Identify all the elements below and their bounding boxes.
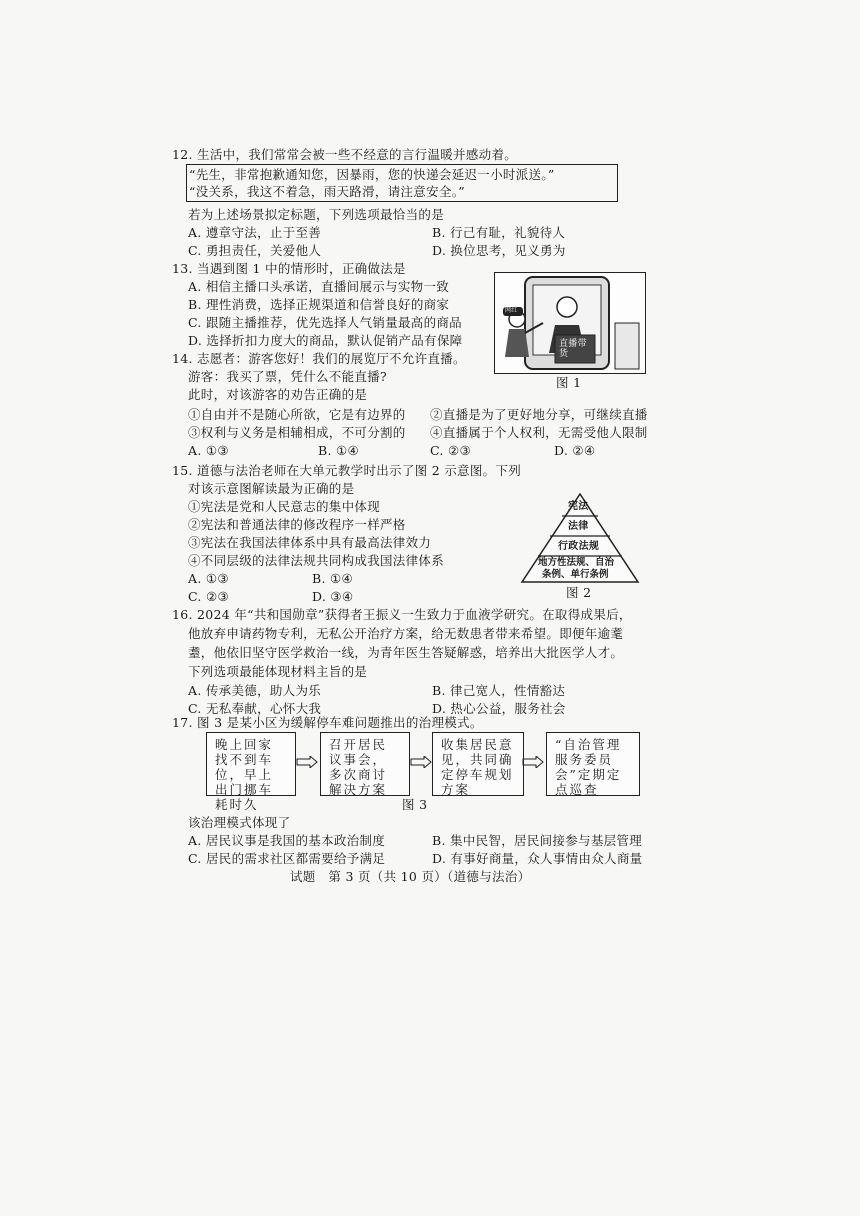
figure-2-pyramid [520,492,640,584]
q15-option-c: C. ②③ [188,589,229,604]
q12-option-a: A. 遵章守法，止于至善 [188,225,322,240]
figure-3-caption: 图 3 [402,797,428,812]
q12-dialog-box [186,164,618,202]
flow-step-2-text: 召开居民议事会，多次商讨解决方案 [329,737,388,797]
figure-1-cartoon [494,272,646,374]
q16-line1: 16. 2024 年“共和国勋章”获得者王振义一生致力于血液学研究。在取得成果后， [172,607,632,622]
q15-item2: ②宪法和普通法律的修改程序一样严格 [188,517,406,532]
q13-option-d: D. 选择折扣力度大的商品，默认促销产品有保障 [188,333,463,348]
q14-item1: ①自由并不是随心所欲，它是有边界的 [188,407,406,422]
q12-dialog-line1: “先生，非常抱歉通知您，因暴雨，您的快递会延迟一小时派送。” [189,167,555,182]
figure-1-label-b: 直播带货 [559,339,587,359]
q12-option-b: B. 行己有耻，礼貌待人 [432,225,566,240]
pyramid-level-1: 宪法 [568,501,589,512]
figure-1-label-a: 网红 [505,307,518,314]
flow-step-3 [432,732,524,796]
q14-line3: 此时，对该游客的劝告正确的是 [188,387,368,402]
flow-step-4-text: “自治管理服务委员会”定期定点巡查 [555,737,622,797]
q15-line2: 对该示意图解读最为正确的是 [188,481,355,496]
q17-option-b: B. 集中民智，居民间接参与基层管理 [432,833,643,848]
q17-stem: 17. 图 3 是某小区为缓解停车难问题推出的治理模式。 [172,715,483,730]
q13-option-a: A. 相信主播口头承诺，直播间展示与实物一致 [188,279,450,294]
q16-line2: 他放弃申请药物专利，无私公开治疗方案，给无数患者带来希望。即便年逾耄 [188,626,624,641]
q15-item4: ④不同层级的法律法规共同构成我国法律体系 [188,553,445,568]
q17-option-d: D. 有事好商量，众人事情由众人商量 [432,851,643,866]
flow-step-1-text: 晚上回家找不到车位，早上出门挪车耗时久 [215,737,274,812]
q16-option-d: D. 热心公益，服务社会 [432,701,566,716]
page-footer: 试题 第 3 页（共 10 页）（道德与法治） [290,869,531,884]
figure-2-caption: 图 2 [566,585,592,600]
flow-step-1 [206,732,296,812]
q14-line2: 游客：我买了票，凭什么不能直播? [188,369,388,384]
q15-option-a: A. ①③ [188,571,229,586]
q12-stem: 12. 生活中，我们常常会被一些不经意的言行温暖并感动着。 [172,147,518,162]
q16-option-a: A. 传承美德，助人为乐 [188,683,322,698]
q15-line1: 15. 道德与法治老师在大单元教学时出示了图 2 示意图。下列 [172,463,522,478]
q16-line3: 耋，他依旧坚守医学救治一线，为青年医生答疑解惑，培养出大批医学人才。 [188,645,624,660]
q17-option-a: A. 居民议事是我国的基本政治制度 [188,833,386,848]
q15-option-d: D. ③④ [312,589,354,604]
q12-option-c: C. 勇担责任，关爱他人 [188,243,322,258]
q13-option-b: B. 理性消费，选择正规渠道和信誉良好的商家 [188,297,450,312]
q13-option-c: C. 跟随主播推荐，优先选择人气销量最高的商品 [188,315,462,330]
q13-stem: 13. 当遇到图 1 中的情形时，正确做法是 [172,261,406,276]
q14-item2: ②直播是为了更好地分享，可继续直播 [430,407,648,422]
q12-question: 若为上述场景拟定标题，下列选项最恰当的是 [188,207,445,222]
flow-step-3-text: 收集居民意见，共同确定停车规划方案 [441,737,514,797]
arrow-right-icon [522,756,544,768]
q16-option-c: C. 无私奉献，心怀大我 [188,701,322,716]
pyramid-level-4b: 条例、单行条例 [542,569,609,580]
q15-item3: ③宪法在我国法律体系中具有最高法律效力 [188,535,432,550]
flow-step-2 [320,732,410,796]
q17-option-c: C. 居民的需求社区都需要给予满足 [188,851,386,866]
q14-option-a: A. ①③ [188,443,229,458]
q14-line1: 14. 志愿者：游客您好！我们的展览厅不允许直播。 [172,351,466,366]
q15-item1: ①宪法是党和人民意志的集中体现 [188,499,381,514]
q15-option-b: B. ①④ [312,571,354,586]
q14-option-d: D. ②④ [554,443,596,458]
q14-item4: ④直播属于个人权利，无需受他人限制 [430,425,648,440]
q12-dialog-line2: “没关系，我这不着急，雨天路滑，请注意安全。” [189,184,465,199]
q17-question: 该治理模式体现了 [188,815,291,830]
flow-step-4 [546,732,640,796]
figure-1-caption: 图 1 [556,375,582,390]
arrow-right-icon [296,756,318,768]
q16-line4: 下列选项最能体现材料主旨的是 [188,664,368,679]
q14-option-c: C. ②③ [430,443,471,458]
q14-item3: ③权利与义务是相辅相成，不可分割的 [188,425,406,440]
pyramid-level-2: 法律 [568,521,589,532]
pyramid-level-4a: 地方性法规、自治 [538,557,615,568]
q16-option-b: B. 律己宽人，性情豁达 [432,683,566,698]
q12-option-d: D. 换位思考，见义勇为 [432,243,566,258]
arrow-right-icon [410,756,432,768]
q14-option-b: B. ①④ [318,443,360,458]
pyramid-level-3: 行政法规 [558,541,600,552]
